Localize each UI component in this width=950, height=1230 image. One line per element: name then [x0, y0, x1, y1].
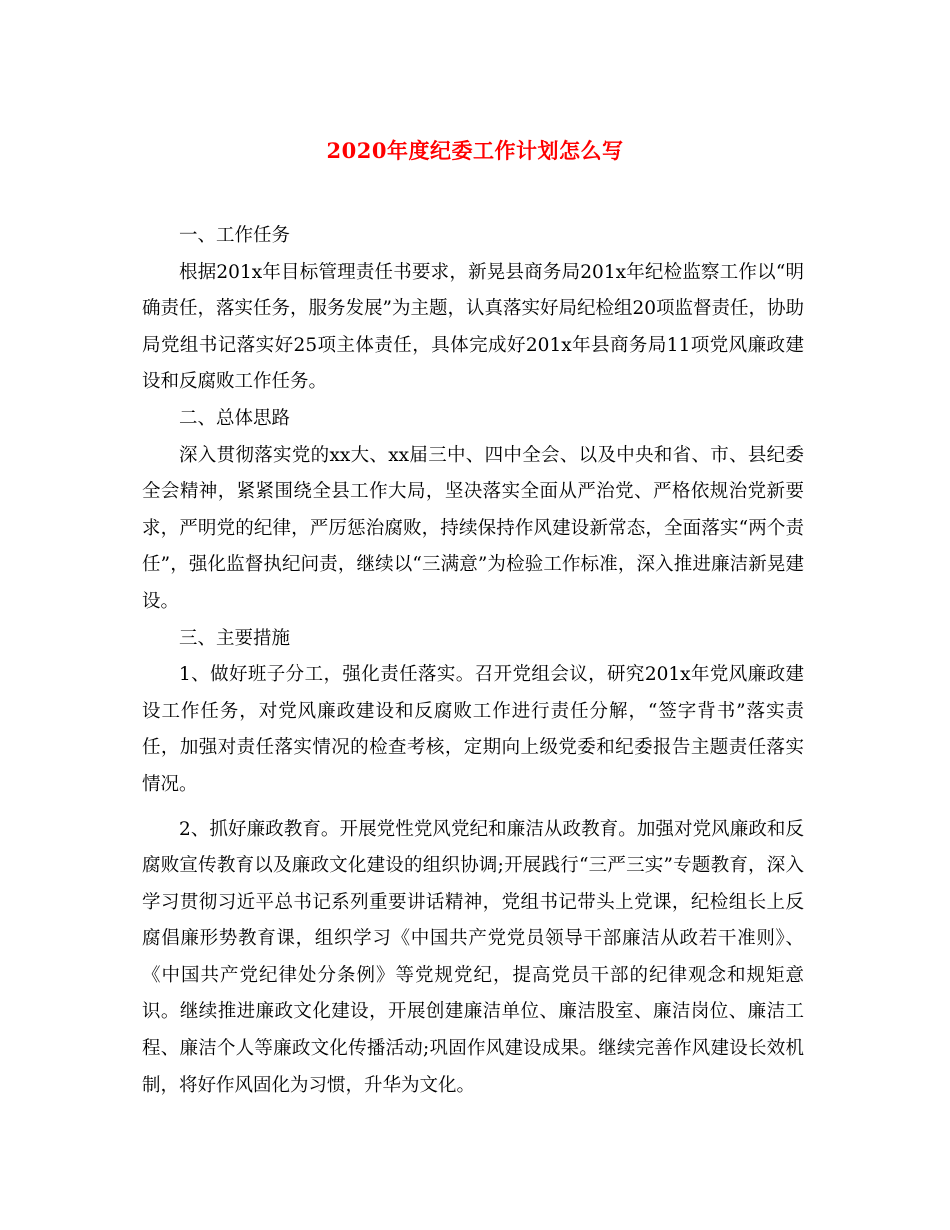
paragraph-measure-1: 1、做好班子分工，强化责任落实。召开党组会议，研究201x年党风廉政建设工作任务，对党风廉政建设和反腐败工作进行责任分解，“签字背书”落实责任，加强对责任落实情况的检查考核，定期向上级党委和纪委报告主题责任落实情况。: [142, 664, 804, 795]
section-heading-approach: 二、总体思路: [179, 407, 291, 429]
document-title: 2020年度纪委工作计划怎么写: [326, 138, 624, 163]
section-heading-tasks: 一、工作任务: [179, 225, 291, 246]
section-heading-measures: 三、主要措施: [179, 627, 291, 649]
paragraph-approach: 深入贯彻落实党的xx大、xx届三中、四中全会、以及中央和省、市、县纪委全会精神，紧紧围绕全县工作大局，坚决落实全面从严治党、严格依规治党新要求，严明党的纪律，严厉惩治腐败，持续保持作风建设新常态，全面落实“两个责任”，强化监督执纪问责，继续以“三满意”为检验工作标准，深入推进廉洁新晃建设。: [142, 444, 804, 612]
paragraph-spacer: [142, 804, 804, 812]
paragraph-measure-2: 2、抓好廉政教育。开展党性党风党纪和廉洁从政教育。加强对党风廉政和反腐败宣传教育以及廉政文化建设的组织协调;开展践行“三严三实”专题教育，深入学习贯彻习近平总书记系列重要讲话精神，党组书记带头上党课，纪检组长上反腐倡廉形势教育课，组织学习《中国共产党党员领导干部廉洁从政若干准则》、《中国共产党纪律处分条例》等党规党纪，提高党员干部的纪律观念和规矩意识。继续推进廉政文化建设，开展创建廉洁单位、廉洁股室、廉洁岗位、廉洁工程、廉洁个人等廉政文化传播活动;巩固作风建设成果。继续完善作风建设长效机制，将好作风固化为习惯，升华为文化。: [142, 818, 804, 1096]
document-body: [142, 218, 804, 1104]
paragraph-tasks: 根据201x年目标管理责任书要求，新晃县商务局201x年纪检监察工作以“明确责任，落实任务，服务发展”为主题，认真落实好局纪检组20项监督责任，协助局党组书记落实好25项主体责任，具体完成好201x年县商务局11项党风廉政建设和反腐败工作任务。: [142, 261, 805, 393]
